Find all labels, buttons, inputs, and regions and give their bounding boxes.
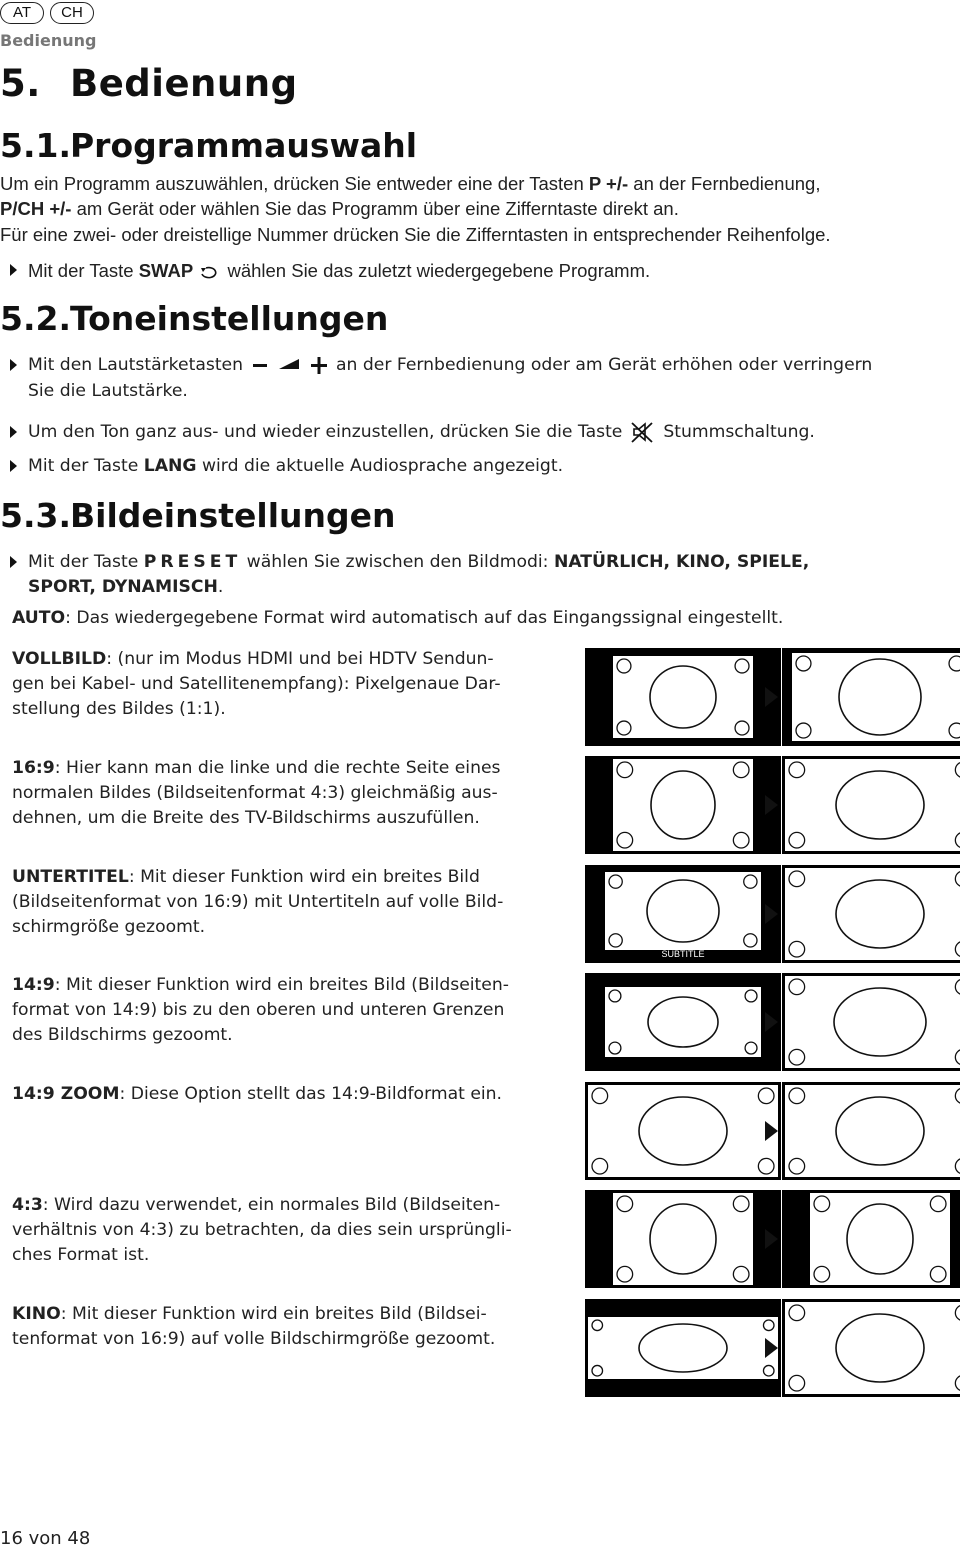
corner-circle xyxy=(930,1266,946,1282)
text: schirmgröße gezoomt. xyxy=(12,917,206,937)
chapter-number: 5. xyxy=(0,62,41,105)
section-heading-bildeinstellungen xyxy=(0,496,396,535)
mode-list: NATÜRLICH, KINO, SPIELE, xyxy=(553,552,810,572)
text: Mit den Lautstärketasten xyxy=(28,355,244,375)
bullet-arrow-icon xyxy=(10,460,17,472)
corner-circle xyxy=(735,659,749,673)
paragraph-line: Für eine zwei- oder dreistellige Nummer drücken Sie die Zifferntasten in entsprechender Reihenfolge. xyxy=(0,224,831,245)
bullet-text xyxy=(28,454,953,479)
corner-circle xyxy=(789,762,805,778)
format-description-line xyxy=(12,890,567,915)
section-number: 5.2. xyxy=(0,299,71,338)
text: : Hier kann man die linke und die rechte Seite eines xyxy=(54,758,501,778)
corner-circle xyxy=(733,1196,749,1212)
corner-circle xyxy=(789,1375,805,1391)
corner-circle xyxy=(789,1158,805,1174)
corner-circle xyxy=(592,1320,603,1331)
format-description-line xyxy=(12,915,567,940)
text: tenformat von 16:9) auf volle Bildschirmgröße gezoomt. xyxy=(12,1329,496,1349)
text: gen bei Kabel- und Satellitenempfang): Pixelgenaue Dar- xyxy=(12,674,501,694)
corner-circle xyxy=(789,979,805,995)
paragraph-line xyxy=(0,171,958,196)
corner-circle xyxy=(814,1196,830,1212)
text: : Diese Option stellt das 14:9-Bildformat ein. xyxy=(119,1084,503,1104)
aspect-ratio-diagrams xyxy=(580,640,960,1400)
corner-circle xyxy=(735,721,749,735)
text: : Mit dieser Funktion wird ein breites Bild (Bildseiten- xyxy=(54,975,509,995)
format-description-line xyxy=(12,756,567,781)
corner-circle xyxy=(609,1042,621,1054)
corner-circle xyxy=(617,832,633,848)
format-term: UNTERTITEL xyxy=(12,867,129,887)
format-term: VOLLBILD xyxy=(12,649,107,669)
section-title: Programmauswahl xyxy=(70,126,418,165)
center-circle xyxy=(836,1314,924,1382)
text: Um den Ton ganz aus- und wieder einzustellen, drücken Sie die Taste xyxy=(28,422,623,442)
corner-circle xyxy=(796,656,811,671)
format-description-line xyxy=(12,806,567,831)
format-description-line xyxy=(12,672,567,697)
corner-circle xyxy=(814,1266,830,1282)
center-circle xyxy=(651,771,715,839)
bullet-arrow-icon xyxy=(10,359,17,371)
text: Mit der Taste xyxy=(28,552,139,572)
format-description-line xyxy=(12,865,567,890)
text: format von 14:9) bis zu den oberen und unteren Grenzen xyxy=(12,1000,505,1020)
section-number: 5.3. xyxy=(0,496,71,535)
corner-circle xyxy=(949,723,960,738)
corner-circle xyxy=(617,1266,633,1282)
text: Mit der Taste xyxy=(28,456,139,476)
center-circle xyxy=(847,1204,913,1274)
corner-circle xyxy=(617,762,633,778)
bullet-text xyxy=(28,353,953,378)
text: . xyxy=(217,577,224,597)
subtitle-label: SUBTITLE xyxy=(661,949,705,959)
center-circle xyxy=(647,880,719,942)
format-description-line xyxy=(12,973,567,998)
text: : Mit dieser Funktion wird ein breites Bild (Bildsei- xyxy=(60,1304,487,1324)
term: AUTO xyxy=(12,608,66,628)
text: (Bildseitenformat von 16:9) mit Untertiteln auf volle Bild- xyxy=(12,892,504,912)
corner-circle xyxy=(617,721,631,735)
bullet-text xyxy=(28,258,953,283)
corner-circle xyxy=(745,990,757,1002)
corner-circle xyxy=(758,1088,774,1104)
center-circle xyxy=(836,880,924,948)
bullet-text-continued: Sie die Lautstärke. xyxy=(28,381,188,401)
corner-circle xyxy=(789,1088,805,1104)
key-label: LANG xyxy=(143,456,197,476)
corner-circle xyxy=(789,871,805,887)
center-circle xyxy=(639,1324,727,1372)
format-term: 14:9 ZOOM xyxy=(12,1084,120,1104)
format-description-line xyxy=(12,1243,567,1268)
format-description-line xyxy=(12,1218,567,1243)
text: Um ein Programm auszuwählen, drücken Sie entweder eine der Tasten xyxy=(0,173,584,194)
running-title: Bedienung xyxy=(0,31,97,50)
format-description-line xyxy=(12,781,567,806)
format-description-line xyxy=(12,1023,567,1048)
bullet-text xyxy=(28,420,953,445)
text: Mit der Taste xyxy=(28,260,134,281)
format-description-line xyxy=(12,1193,567,1218)
format-description-line xyxy=(12,1302,567,1327)
auto-description xyxy=(12,606,952,631)
center-circle xyxy=(839,659,921,735)
chapter-heading xyxy=(0,62,298,105)
bullet-text xyxy=(28,550,953,575)
subtitle-label: SUBTITLE xyxy=(858,949,902,959)
text: : Wird dazu verwendet, ein normales Bild (Bildseiten- xyxy=(42,1195,501,1215)
center-circle xyxy=(650,1204,716,1274)
paragraph-line xyxy=(0,196,958,221)
corner-circle xyxy=(789,941,805,957)
format-description-line xyxy=(12,1327,567,1352)
center-circle xyxy=(648,997,718,1047)
text: : Mit dieser Funktion wird ein breites Bild xyxy=(128,867,480,887)
text: verhältnis von 4:3) zu betrachten, da dies sein ursprüngli- xyxy=(12,1220,512,1240)
corner-circle xyxy=(733,762,749,778)
text: stellung des Bildes (1:1). xyxy=(12,699,226,719)
key-label: PRESET xyxy=(143,552,242,572)
center-circle xyxy=(639,1097,727,1165)
text: an der Fernbedienung, xyxy=(633,173,821,194)
section-number: 5.1. xyxy=(0,126,71,165)
text: : Das wiedergegebene Format wird automatisch auf das Eingangssignal eingestellt. xyxy=(65,608,784,628)
corner-circle xyxy=(609,934,622,947)
section-heading-toneinstellungen xyxy=(0,299,388,338)
volume-icon xyxy=(249,355,331,375)
corner-circle xyxy=(763,1320,774,1331)
country-badge-ch: CH xyxy=(50,2,94,24)
key-label: P/CH +/- xyxy=(0,198,72,219)
swap-icon xyxy=(198,265,222,279)
text: wird die aktuelle Audiosprache angezeigt. xyxy=(201,456,564,476)
page-number: 16 von 48 xyxy=(0,1528,91,1549)
center-circle xyxy=(650,666,716,728)
corner-circle xyxy=(609,875,622,888)
format-description-line xyxy=(12,1082,567,1107)
text: ches Format ist. xyxy=(12,1245,150,1265)
bullet-text-continued xyxy=(28,575,953,600)
text: an der Fernbedienung oder am Gerät erhöhen oder verringern xyxy=(335,355,873,375)
corner-circle xyxy=(758,1158,774,1174)
text: : (nur im Modus HDMI und bei HDTV Sendun- xyxy=(106,649,494,669)
text: Stummschaltung. xyxy=(663,422,815,442)
mode-list: SPORT, DYNAMISCH xyxy=(28,577,218,597)
corner-circle xyxy=(744,934,757,947)
bullet-arrow-icon xyxy=(10,556,17,568)
section-title: Bildeinstellungen xyxy=(70,496,396,535)
key-label: P +/- xyxy=(588,173,629,194)
format-description-line xyxy=(12,998,567,1023)
text: wählen Sie das zuletzt wiedergegebene Programm. xyxy=(227,260,651,281)
corner-circle xyxy=(592,1158,608,1174)
corner-circle xyxy=(617,659,631,673)
text: des Bildschirms gezoomt. xyxy=(12,1025,233,1045)
text: normalen Bildes (Bildseitenformat 4:3) gleichmäßig aus- xyxy=(12,783,498,803)
country-badge-at: AT xyxy=(0,2,44,24)
key-label: SWAP xyxy=(138,260,194,281)
corner-circle xyxy=(609,990,621,1002)
corner-circle xyxy=(744,875,757,888)
section-heading-programmauswahl xyxy=(0,126,417,165)
corner-circle xyxy=(592,1088,608,1104)
text: wählen Sie zwischen den Bildmodi: xyxy=(246,552,549,572)
corner-circle xyxy=(789,1049,805,1065)
corner-circle xyxy=(733,832,749,848)
corner-circle xyxy=(733,1266,749,1282)
corner-circle xyxy=(789,1305,805,1321)
chapter-title: Bedienung xyxy=(70,62,298,105)
corner-circle xyxy=(796,723,811,738)
corner-circle xyxy=(617,1196,633,1212)
text: dehnen, um die Breite des TV-Bildschirms auszufüllen. xyxy=(12,808,480,828)
format-term: 14:9 xyxy=(12,975,55,995)
text: am Gerät oder wählen Sie das Programm über eine Zifferntaste direkt an. xyxy=(76,198,679,219)
bullet-arrow-icon xyxy=(10,426,17,438)
bullet-arrow-icon xyxy=(10,264,17,276)
center-circle xyxy=(836,771,924,839)
format-description-line xyxy=(12,647,567,672)
format-term: 4:3 xyxy=(12,1195,43,1215)
format-description-line xyxy=(12,697,567,722)
corner-circle xyxy=(763,1365,774,1376)
corner-circle xyxy=(745,1042,757,1054)
format-term: 16:9 xyxy=(12,758,55,778)
corner-circle xyxy=(930,1196,946,1212)
mute-icon xyxy=(628,420,658,444)
corner-circle xyxy=(592,1365,603,1376)
center-circle xyxy=(836,1097,924,1165)
center-circle xyxy=(834,988,926,1056)
corner-circle xyxy=(789,832,805,848)
section-title: Toneinstellungen xyxy=(70,299,389,338)
corner-circle xyxy=(949,656,960,671)
format-term: KINO xyxy=(12,1304,61,1324)
